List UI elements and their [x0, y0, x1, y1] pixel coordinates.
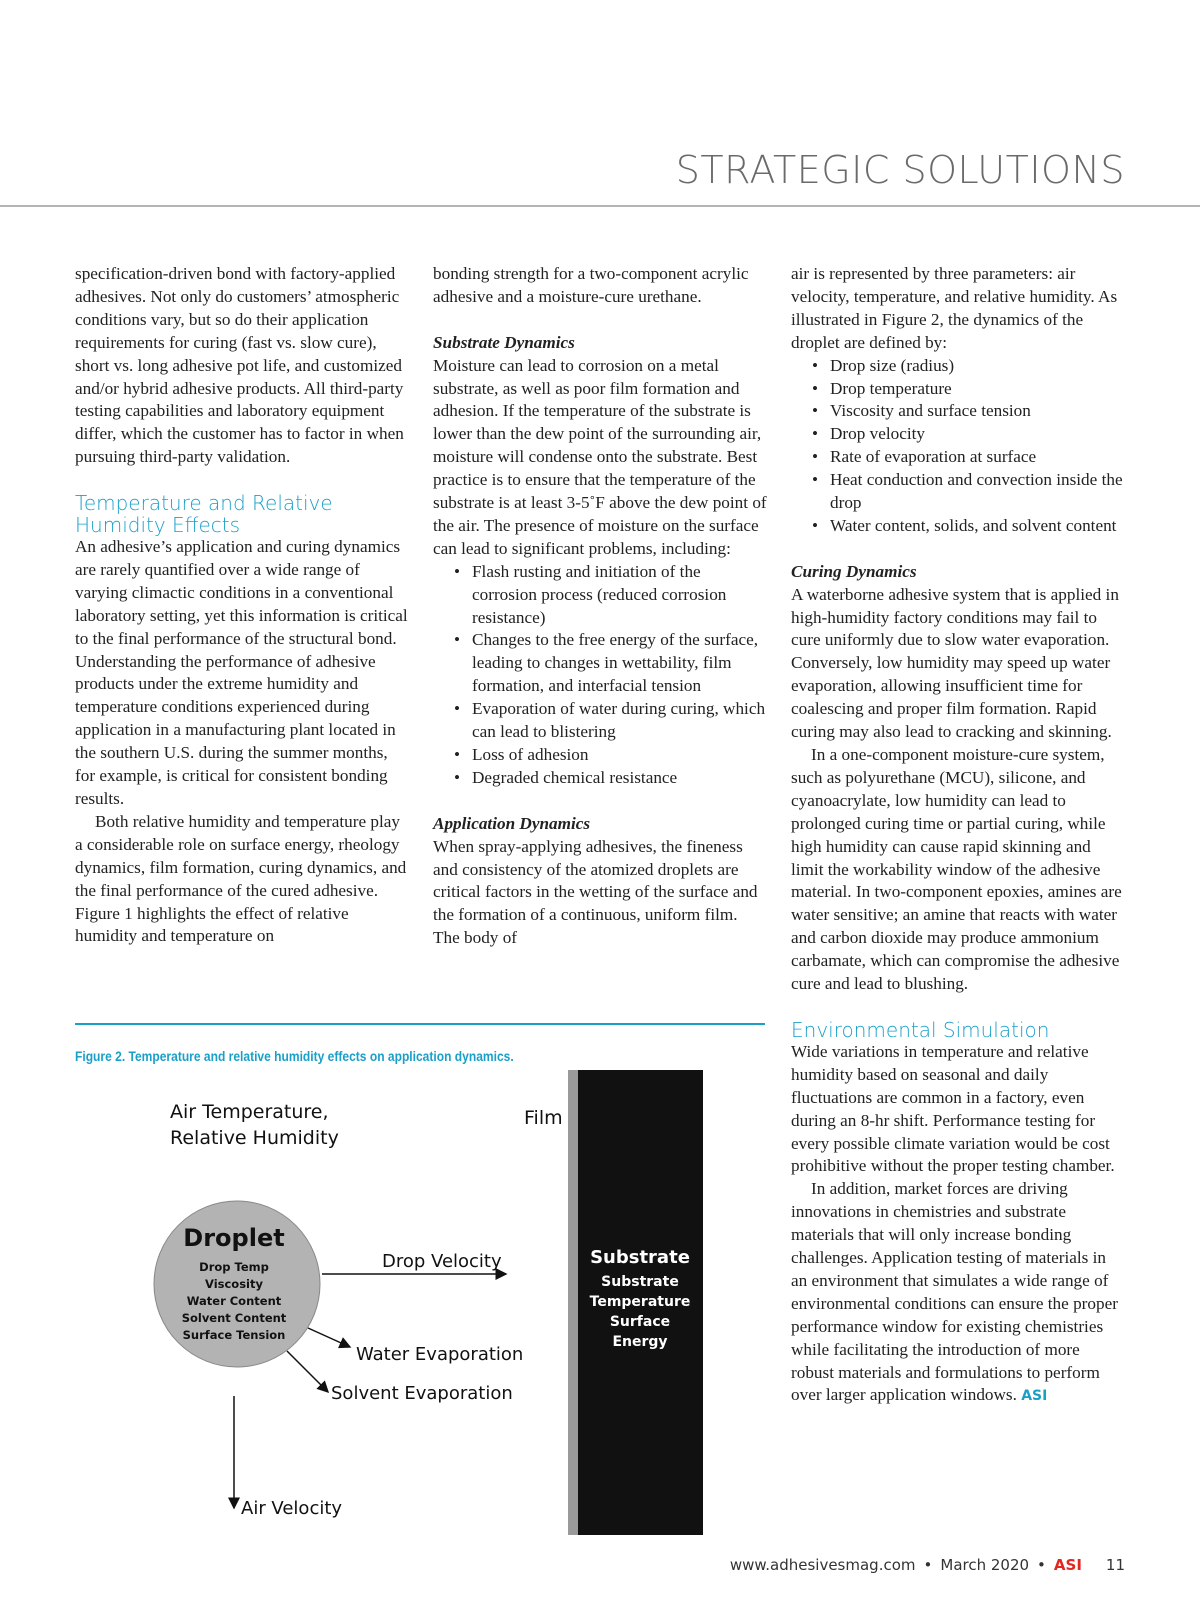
air-velocity-label: Air Velocity [241, 1498, 343, 1519]
column-3 [791, 263, 1126, 1408]
paragraph: A waterborne adhesive system that is applied in high-humidity factory conditions may fail to cure uniformly due to slow water evaporation. Conversely, low humidity may speed up water evaporation, allowing insufficient time for coalescing and proper film formation. Rapid curing may also lead to cracking and skinning. [791, 584, 1119, 742]
paragraph: bonding strength for a two-component acrylic adhesive and a moisture-cure urethane. [433, 264, 749, 306]
substrate-prop: Surface [609, 1314, 671, 1330]
droplet-prop: Viscosity [205, 1277, 263, 1291]
film-layer [568, 1070, 578, 1535]
solvent-evaporation-arrow [287, 1351, 328, 1392]
header-rule [0, 205, 1200, 207]
paragraph: air is represented by three parameters: air velocity, temperature, and relative humidity. As illustrated in Figure 2, the dynamics of the droplet are defined by: [791, 264, 1118, 352]
subhead-application-dynamics: Application Dynamics [433, 813, 591, 833]
list-item: • Water content, solids, and solvent content [830, 515, 1126, 538]
droplet-prop: Drop Temp [199, 1260, 269, 1274]
figure-diagram [150, 1060, 710, 1540]
substrate-prop: Temperature [589, 1294, 691, 1310]
paragraph: specification-driven bond with factory-applied adhesives. Not only do customers’ atmospheric conditions vary, but so do their application requirements for curing (fast vs. slow cure), short vs. long adhesive pot life, and customized and/or hybrid adhesive products. All third-party testing capabilities and laboratory equipment differ, which the customer has to factor in when pursuing third-party validation. [75, 264, 404, 467]
list-item: • Rate of evaporation at surface [830, 446, 1126, 469]
footer: www.adhesivesmag.com • March 2020 • ASI 11 [729, 1556, 1125, 1574]
paragraph-text: In addition, market forces are driving innovations in chemistries and substrate materials that will only increase bonding challenges. Application testing of materials in an environment that simulates a wide range of environmental conditions can ensure the proper performance window for existing chemistries while facilitating the introduction of more robust materials and formulations to perform over larger application windows. [791, 1179, 1118, 1405]
paragraph: Both relative humidity and temperature play a considerable role on surface energy, rheology dynamics, film formation, curing dynamics, and the final performance of the cured adhesive. Figure 1 highlights the effect of relative humidity and temperature on [75, 811, 407, 946]
list-item: • Changes to the free energy of the surface, leading to changes in wettability, film formation, and interfacial tension [472, 629, 768, 698]
paragraph: Wide variations in temperature and relative humidity based on seasonal and daily fluctuations are common in a factory, even during an 8-hr shift. Performance testing for every possible climate variation would be cost prohibitive without the proper testing chamber. [791, 1041, 1115, 1176]
water-evaporation-label: Water Evaporation [356, 1344, 524, 1365]
subhead-curing-dynamics: Curing Dynamics [791, 561, 917, 581]
paragraph: Moisture can lead to corrosion on a metal substrate, as well as poor film formation and adhesion. If the temperature of the substrate is lower than the dew point of the surrounding air, moisture will condense onto the substrate. Best practice is to ensure that the temperature of the substrate is at least 3-5˚F above the dew point of the air. The presence of moisture on the surface can lead to significant problems, including: [433, 355, 767, 558]
substrate-title: Substrate [590, 1247, 690, 1268]
figure-rule [75, 1023, 765, 1025]
water-evaporation-arrow [308, 1328, 350, 1347]
droplet-prop: Water Content [186, 1294, 282, 1308]
list-item: • Drop velocity [830, 423, 1126, 446]
heading-temperature-humidity: Temperature and Relative Humidity Effects [75, 491, 333, 538]
list-item: • Drop size (radius) [830, 355, 1126, 378]
column-2 [433, 263, 768, 950]
solvent-evaporation-label: Solvent Evaporation [331, 1383, 513, 1404]
column-1 [75, 263, 410, 948]
paragraph: In a one-component moisture-cure system, such as polyurethane (MCU), silicone, and cyanoacrylate, low humidity can lead to prolonged curing time or partial curing, while high humidity can cause rapid skinning and limit the workability window of the adhesive material. In two-component epoxies, amines are water sensitive; an amine that reacts with water and carbon dioxide may produce ammonium carbamate, which can compromise the adhesive cure and lead to blushing. [791, 745, 1122, 994]
figure-caption: Figure 2. Temperature and relative humidity effects on application dynamics. [75, 1048, 514, 1064]
bullet-list [433, 561, 768, 790]
list-item: • Evaporation of water during curing, which can lead to blistering [472, 698, 768, 744]
footer-brand: ASI [1053, 1556, 1082, 1574]
relative-humidity-label: Relative Humidity [170, 1127, 339, 1149]
section-title: STRATEGIC SOLUTIONS [675, 148, 1125, 192]
footer-website: www.adhesivesmag.com [729, 1556, 916, 1574]
asi-end-tag: ASI [1021, 1388, 1048, 1405]
air-temperature-label: Air Temperature, [170, 1101, 329, 1123]
droplet-prop: Surface Tension [182, 1328, 286, 1342]
paragraph: An adhesive’s application and curing dynamics are rarely quantified over a wide range of varying climactic conditions in a conventional laboratory setting, yet this information is critical to the final performance of the structural bond. Understanding the performance of adhesive products under the extreme humidity and temperature conditions experienced during application in a manufacturing plant located in the southern U.S. during the summer months, for example, is critical for consistent bonding results. [75, 537, 408, 809]
list-item: • Degraded chemical resistance [472, 767, 768, 790]
subhead-substrate-dynamics: Substrate Dynamics [433, 332, 575, 352]
list-item: • Heat conduction and convection inside the drop [830, 469, 1126, 515]
page-number: 11 [1105, 1556, 1125, 1574]
bullet-list [791, 355, 1126, 538]
film-label: Film [524, 1107, 563, 1129]
droplet-title: Droplet [183, 1224, 285, 1252]
drop-velocity-label: Drop Velocity [382, 1251, 502, 1272]
substrate-prop: Energy [612, 1334, 668, 1350]
list-item: • Loss of adhesion [472, 744, 768, 767]
heading-environmental-simulation: Environmental Simulation [791, 1017, 1050, 1042]
substrate-prop: Substrate [601, 1274, 679, 1290]
paragraph [791, 1178, 1126, 1408]
list-item: • Drop temperature [830, 378, 1126, 401]
droplet-prop: Solvent Content [181, 1311, 287, 1325]
list-item: • Viscosity and surface tension [830, 400, 1126, 423]
list-item: • Flash rusting and initiation of the corrosion process (reduced corrosion resistance) [472, 561, 768, 630]
paragraph: When spray-applying adhesives, the fineness and consistency of the atomized droplets are critical factors in the wetting of the surface and the formation of a continuous, uniform film. The body of [433, 836, 758, 948]
footer-date: March 2020 [940, 1556, 1030, 1574]
